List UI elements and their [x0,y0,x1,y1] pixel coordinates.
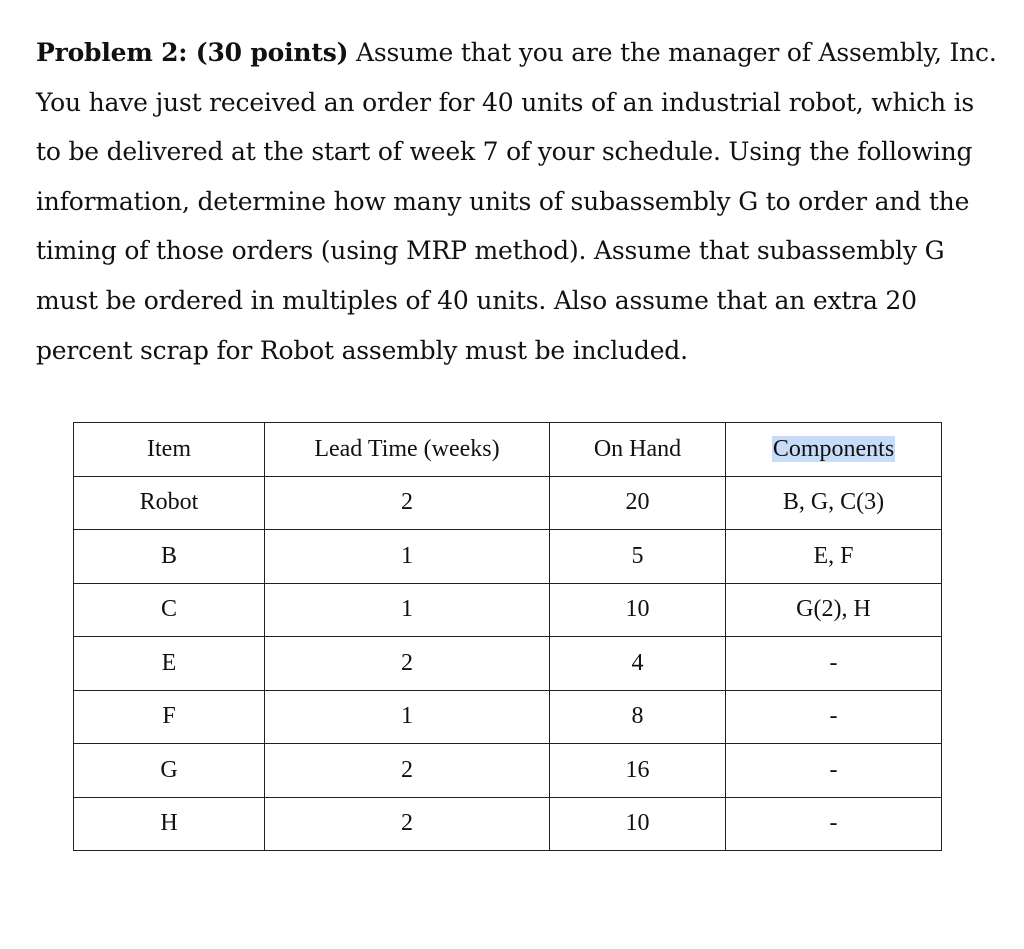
problem-line: must be ordered in multiples of 40 units. Also assume that an extra 20 [36,285,917,315]
table-row [74,690,942,744]
cell-on-hand: 10 [550,583,726,637]
problem-line: percent scrap for Robot assembly must be included. [36,335,688,365]
cell-lead-time: 2 [265,744,550,798]
cell-lead-time: 1 [265,583,550,637]
cell-on-hand: 16 [550,744,726,798]
cell-on-hand: 5 [550,530,726,584]
table-row [74,530,942,584]
cell-lead-time: 2 [265,637,550,691]
problem-line [36,28,996,78]
cell-lead-time: 2 [265,476,550,530]
table-row [74,637,942,691]
cell-item: F [74,690,265,744]
header-on-hand: On Hand [550,423,726,477]
table-header-row [74,423,942,477]
cell-components: - [726,744,942,798]
cell-on-hand: 4 [550,637,726,691]
cell-on-hand: 20 [550,476,726,530]
cell-lead-time: 1 [265,690,550,744]
cell-item: Robot [74,476,265,530]
problem-line: information, determine how many units of subassembly G to order and the [36,186,970,216]
problem-statement [36,28,996,375]
cell-components: - [726,690,942,744]
cell-components: E, F [726,530,942,584]
cell-on-hand: 10 [550,797,726,851]
header-components[interactable] [726,423,942,477]
problem-line: to be delivered at the start of week 7 of your schedule. Using the following [36,137,973,167]
cell-item: B [74,530,265,584]
cell-components: - [726,797,942,851]
cell-lead-time: 2 [265,797,550,851]
problem-line: You have just received an order for 40 units of an industrial robot, which is [36,87,975,117]
problem-intro: Assume that you are the manager of Assembly, Inc. [348,38,997,67]
table-row [74,797,942,851]
cell-item: H [74,797,265,851]
header-item: Item [74,423,265,477]
problem-heading: Problem 2: (30 points) [36,38,349,67]
cell-components: B, G, C(3) [726,476,942,530]
header-lead-time: Lead Time (weeks) [265,423,550,477]
bill-of-materials-table [73,422,942,851]
table-row [74,744,942,798]
header-components-selected-text[interactable]: Components [772,435,895,462]
cell-components: G(2), H [726,583,942,637]
problem-line: timing of those orders (using MRP method). Assume that subassembly G [36,236,945,266]
cell-components: - [726,637,942,691]
cell-on-hand: 8 [550,690,726,744]
table-row [74,583,942,637]
table-row [74,476,942,530]
cell-item: E [74,637,265,691]
cell-item: G [74,744,265,798]
cell-item: C [74,583,265,637]
cell-lead-time: 1 [265,530,550,584]
